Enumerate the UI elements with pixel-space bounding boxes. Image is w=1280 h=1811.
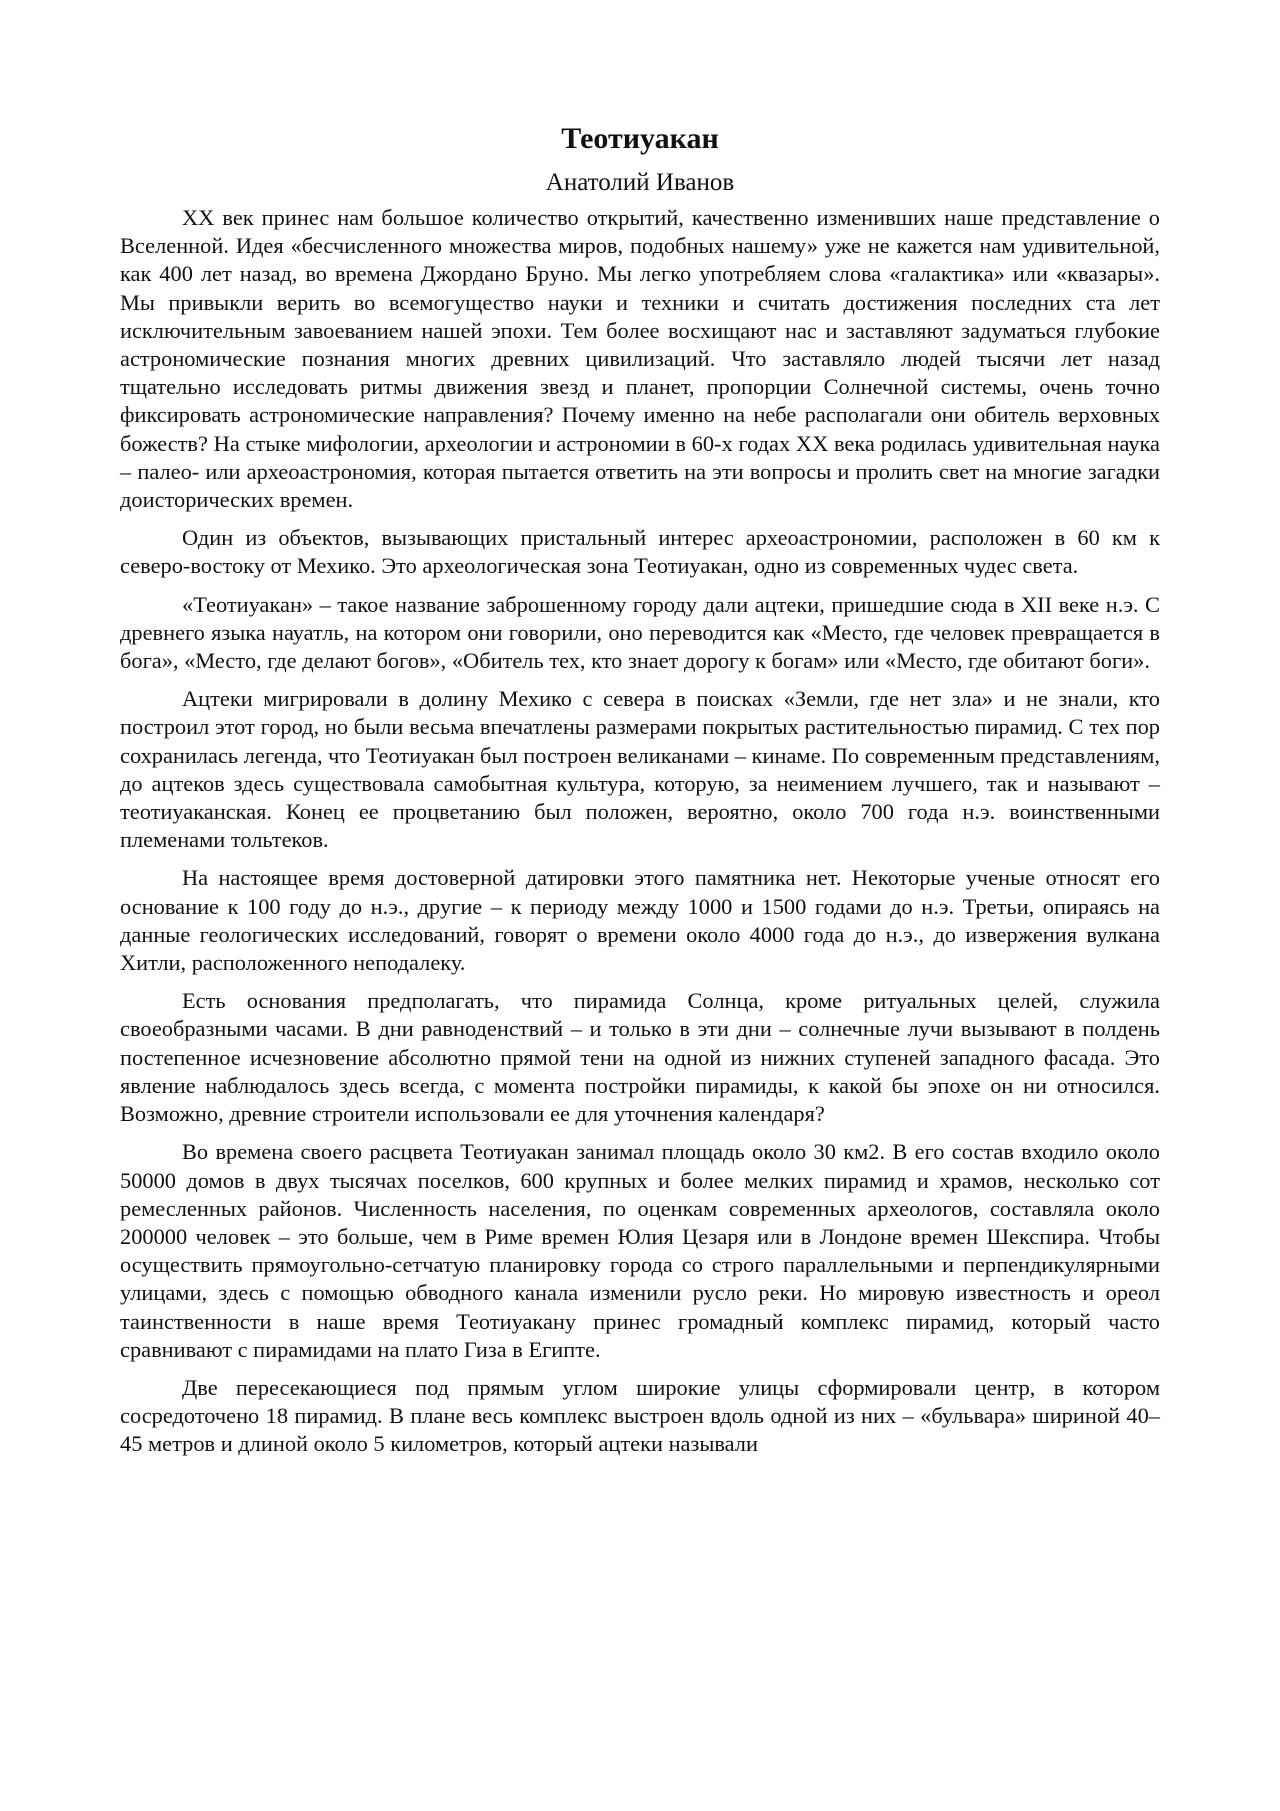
document-title: Теотиуакан bbox=[561, 122, 719, 155]
document-page bbox=[120, 118, 1160, 1469]
paragraph: Две пересекающиеся под прямым углом широкие улицы сформировали центр, в котором сосредоточено 18 пирамид. В плане весь комплекс выстроен вдоль одной из них – «бульвара» шириной 40–45 метров и длиной около 5 километров, который ацтеки называли bbox=[120, 1374, 1160, 1457]
paragraph: «Теотиуакан» – такое название заброшенному городу дали ацтеки, пришедшие сюда в XII веке н.э. С древнего языка науатль, на котором они говорили, оно переводится как «Место, где человек превращается в бога», «Место, где делают богов», «Обитель тех, кто знает дорогу к богам» или «Место, где обитают боги». bbox=[120, 591, 1160, 674]
paragraph: Один из объектов, вызывающих пристальный интерес археоастрономии, расположен в 60 км к северо-востоку от Мехико. Это археологическая зона Теотиуакан, одно из современных чудес света. bbox=[120, 525, 1160, 579]
paragraph: На настоящее время достоверной датировки этого памятника нет. Некоторые ученые относят его основание к 100 году до н.э., другие – к периоду между 1000 и 1500 годами до н.э. Третьи, опираясь на данные геологических исследований, говорят о времени около 4000 года до н.э., до извержения вулкана Хитли, расположенного неподалеку. bbox=[120, 865, 1160, 976]
paragraph: Ацтеки мигрировали в долину Мехико с севера в поисках «Земли, где нет зла» и не знали, кто построил этот город, но были весьма впечатлены размерами покрытых растительностью пирамид. С тех пор сохранилась легенда, что Теотиуакан был построен великанами – кинаме. По современным представлениям, до ацтеков здесь существовала самобытная культура, которую, за неимением лучшего, так и называют – теотиуаканская. Конец ее процветанию был положен, вероятно, около 700 года н.э. воинственными племенами тольтеков. bbox=[120, 686, 1160, 853]
paragraph: XX век принес нам большое количество открытий, качественно изменивших наше представление о Вселенной. Идея «бесчисленного множества миров, подобных нашему» уже не кажется нам удивительной, как 400 лет назад, во времена Джордано Бруно. Мы легко употребляем слова «галактика» или «квазары». Мы привыкли верить во всемогущество науки и техники и считать достижения последних ста лет исключительным завоеванием нашей эпохи. Тем более восхищают нас и заставляют задуматься глубокие астрономические познания многих древних цивилизаций. Что заставляло людей тысячи лет назад тщательно исследовать ритмы движения звезд и планет, пропорции Солнечной системы, очень точно фиксировать астрономические направления? Почему именно на небе располагали они обитель верховных божеств? На стыке мифологии, археологии и астрономии в 60-х годах XX века родилась удивительная наука – палео- или археоастрономия, которая пытается ответить на эти вопросы и пролить свет на многие загадки доисторических времен. bbox=[120, 205, 1160, 513]
document-author: Анатолий Иванов bbox=[545, 169, 735, 196]
paragraph: Во времена своего расцвета Теотиуакан занимал площадь около 30 км2. В его состав входило около 50000 домов в двух тысячах поселков, 600 крупных и более мелких пирамид и храмов, несколько сот ремесленных районов. Численность населения, по оценкам современных археологов, составляла около 200000 человек – это больше, чем в Риме времен Юлия Цезаря или в Лондоне времен Шекспира. Чтобы осуществить прямоугольно-сетчатую планировку города со строго параллельными и перпендикулярными улицами, здесь с помощью обводного канала изменили русло реки. Но мировую известность и ореол таинственности в наше время Теотиуакану принес громадный комплекс пирамид, который часто сравнивают с пирамидами на плато Гиза в Египте. bbox=[120, 1139, 1160, 1362]
paragraph: Есть основания предполагать, что пирамида Солнца, кроме ритуальных целей, служила своеобразными часами. В дни равноденствий – и только в эти дни – солнечные лучи вызывают в полдень постепенное исчезновение абсолютно прямой тени на одной из нижних ступеней западного фасада. Это явление наблюдалось здесь всегда, с момента постройки пирамиды, к какой бы эпохе он ни относился. Возможно, древние строители использовали ее для уточнения календаря? bbox=[120, 988, 1160, 1127]
